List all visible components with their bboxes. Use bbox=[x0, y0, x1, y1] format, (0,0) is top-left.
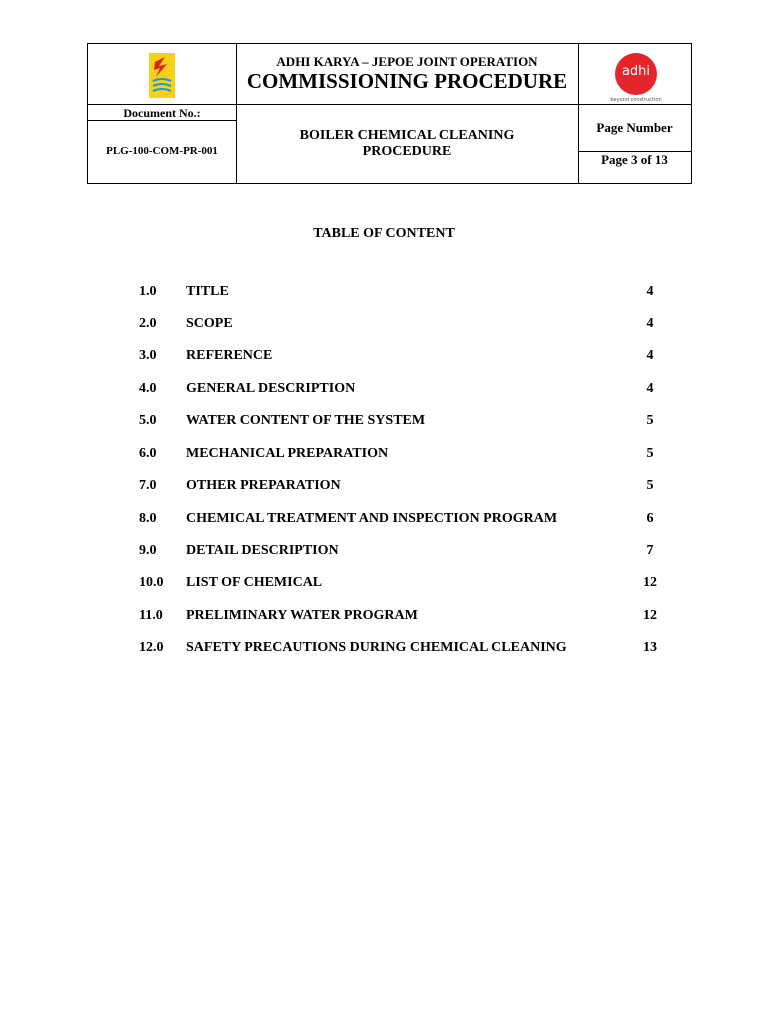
toc-item-number: 4.0 bbox=[139, 381, 157, 396]
toc-item-number: 11.0 bbox=[139, 608, 163, 623]
pln-logo bbox=[149, 53, 175, 98]
toc-item-number: 6.0 bbox=[139, 446, 157, 461]
toc-item-page: 5 bbox=[646, 478, 654, 493]
toc-item-label: SCOPE bbox=[186, 316, 233, 331]
document-type: COMMISSIONING PROCEDURE bbox=[246, 69, 568, 93]
toc-item-label: CHEMICAL TREATMENT AND INSPECTION PROGRAM bbox=[186, 511, 558, 526]
toc-item bbox=[0, 348, 768, 368]
toc-item-number: 3.0 bbox=[139, 348, 157, 363]
toc-item-label: WATER CONTENT OF THE SYSTEM bbox=[186, 413, 426, 428]
toc-item-label: MECHANICAL PREPARATION bbox=[186, 446, 389, 461]
toc-item-label: GENERAL DESCRIPTION bbox=[186, 381, 356, 396]
page-number-label: Page Number bbox=[596, 120, 673, 135]
toc-item-number: 9.0 bbox=[139, 543, 157, 558]
toc-item-page: 4 bbox=[646, 381, 654, 396]
adhi-tagline: beyond construction bbox=[610, 97, 662, 103]
document-number-value: PLG-100-COM-PR-001 bbox=[106, 145, 218, 157]
document-number-label: Document No.: bbox=[123, 106, 201, 120]
toc-item-page: 6 bbox=[646, 511, 654, 526]
toc-item-number: 10.0 bbox=[139, 575, 164, 590]
toc-item-page: 4 bbox=[646, 348, 654, 363]
toc-item-label: PRELIMINARY WATER PROGRAM bbox=[186, 608, 418, 623]
toc-item bbox=[0, 608, 768, 628]
toc-title: TABLE OF CONTENT bbox=[313, 226, 455, 241]
document-subject-line1: BOILER CHEMICAL CLEANING bbox=[299, 128, 515, 143]
toc-item-page: 4 bbox=[646, 284, 654, 299]
toc-item-page: 5 bbox=[646, 413, 654, 428]
toc-item-page: 12 bbox=[643, 575, 657, 590]
toc-item bbox=[0, 446, 768, 466]
toc-item-label: OTHER PREPARATION bbox=[186, 478, 341, 493]
page-number-value: Page 3 of 13 bbox=[601, 152, 668, 167]
toc-item-label: DETAIL DESCRIPTION bbox=[186, 543, 339, 558]
document-subject-line2: PROCEDURE bbox=[362, 144, 452, 159]
toc-item-page: 13 bbox=[643, 640, 657, 655]
toc-item-page: 5 bbox=[646, 446, 654, 461]
toc-item-label: REFERENCE bbox=[186, 348, 273, 363]
toc-item bbox=[0, 284, 768, 304]
toc-item bbox=[0, 640, 768, 660]
toc-item-number: 8.0 bbox=[139, 511, 157, 526]
toc-item-number: 12.0 bbox=[139, 640, 164, 655]
adhi-logo-text: adhi bbox=[621, 64, 651, 79]
header-divider bbox=[88, 104, 236, 105]
adhi-logo bbox=[611, 52, 661, 102]
toc-item-page: 7 bbox=[646, 543, 654, 558]
toc-item-page: 4 bbox=[646, 316, 654, 331]
toc-item bbox=[0, 316, 768, 336]
company-line: ADHI KARYA – JEPOE JOINT OPERATION bbox=[276, 54, 538, 69]
toc-item bbox=[0, 511, 768, 531]
toc-item bbox=[0, 575, 768, 595]
toc-item bbox=[0, 413, 768, 433]
toc-item-label: SAFETY PRECAUTIONS DURING CHEMICAL CLEANING bbox=[186, 640, 567, 655]
toc-item-number: 7.0 bbox=[139, 478, 157, 493]
toc-item bbox=[0, 381, 768, 401]
toc-item-label: LIST OF CHEMICAL bbox=[186, 575, 323, 590]
document-header bbox=[87, 43, 692, 184]
toc-item-number: 5.0 bbox=[139, 413, 157, 428]
toc-item bbox=[0, 543, 768, 563]
toc-item bbox=[0, 478, 768, 498]
toc-item-number: 1.0 bbox=[139, 284, 157, 299]
toc-item-number: 2.0 bbox=[139, 316, 157, 331]
header-divider bbox=[236, 104, 691, 105]
toc-item-label: TITLE bbox=[186, 284, 229, 299]
toc-item-page: 12 bbox=[643, 608, 657, 623]
